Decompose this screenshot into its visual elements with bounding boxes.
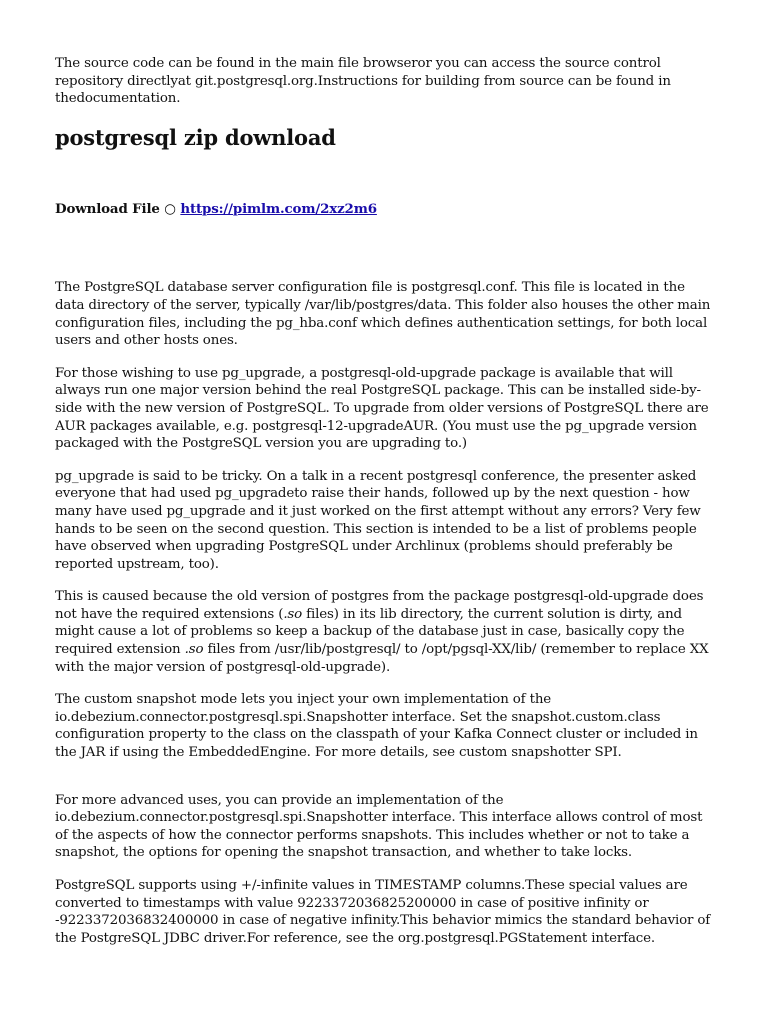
paragraph-old-version-extensions [55, 588, 715, 676]
paragraph-pg-upgrade-package: For those wishing to use pg_upgrade, a postgresql-old-upgrade package is available that will always run one major version behind the real PostgreSQL package. This can be installed side-by-side with the new version of PostgreSQL. To upgrade from older versions of PostgreSQL there are AUR packages available, e.g. postgresql-12-upgradeAUR. (You must use the pg_upgrade version packaged with the PostgreSQL version you are upgrading to.) [55, 365, 709, 452]
circle-icon: ○ [164, 200, 176, 217]
text-segment: files) in its lib directory, the current solution is dirty, and might cause a lot of problems so keep a backup of the database just in case, basically copy the required extension [55, 606, 685, 658]
so-extension-text: .so [184, 642, 204, 658]
text-segment: files from /usr/lib/postgresql/ to /opt/pgsql-XX/lib/ (remember to replace XX with the major version of postgresql-old-upgrade). [55, 642, 709, 675]
paragraph-infinite-values: PostgreSQL supports using +/-infinite values in TIMESTAMP columns.These special values are converted to timestamps with value 9223372036825200000 in case of positive infinity or -9223372036832400000 in case of negative infinity.This behavior mimics the standard behavior of the PostgreSQL JDBC driver.For reference, see the org.postgresql.PGStatement interface. [55, 878, 711, 946]
paragraph-custom-snapshot: The custom snapshot mode lets you inject your own implementation of the io.debezium.connector.postgresql.spi.Snapshotter interface. Set the snapshot.custom.class configuration property to the class on the classpath of your Kafka Connect cluster or included in the JAR if using the EmbeddedEngine. For more details, see custom snapshotter SPI. [55, 692, 698, 761]
download-line [55, 201, 715, 219]
paragraph-advanced-uses: For more advanced uses, you can provide an implementation of the io.debezium.connector.postgresql.spi.Snapshotter interface. This interface allows control of most of the aspects of how the connector performs snapshots. This includes whether or not to take a snapshot, the options for opening the snapshot transaction, and whether to take locks. [55, 792, 703, 861]
download-label: Download File [55, 200, 160, 217]
download-link[interactable]: https://pimlm.com/2xz2m6 [180, 200, 377, 217]
so-extension-text: .so [283, 606, 303, 622]
intro-paragraph: The source code can be found in the main file browseror you can access the source control repository directlyat git.postgresql.org.Instructions for building from source can be found in thedocumentation. [55, 56, 671, 107]
paragraph-pg-upgrade-tricky: pg_upgrade is said to be tricky. On a talk in a recent postgresql conference, the presenter asked everyone that had used pg_upgradeto raise their hands, followed up by the next question - how many have used pg_upgrade and it just worked on the first attempt without any errors? Very few hands to be seen on the second question. This section is intended to be a list of problems people have observed when upgrading PostgreSQL under Archlinux (problems should preferably be reported upstream, too). [55, 468, 701, 572]
paragraph-config-file: The PostgreSQL database server configuration file is postgresql.conf. This file is located in the data directory of the server, typically /var/lib/postgres/data. This folder also houses the other main configuration files, including the pg_hba.conf which defines authentication settings, for both local users and other hosts ones. [55, 280, 711, 349]
document-content [55, 55, 715, 947]
text-segment: This is caused because the old version of postgres from the package postgresql-old-upgrade does not have the required extensions ( [55, 589, 704, 622]
page-title: postgresql zip download [55, 124, 336, 150]
